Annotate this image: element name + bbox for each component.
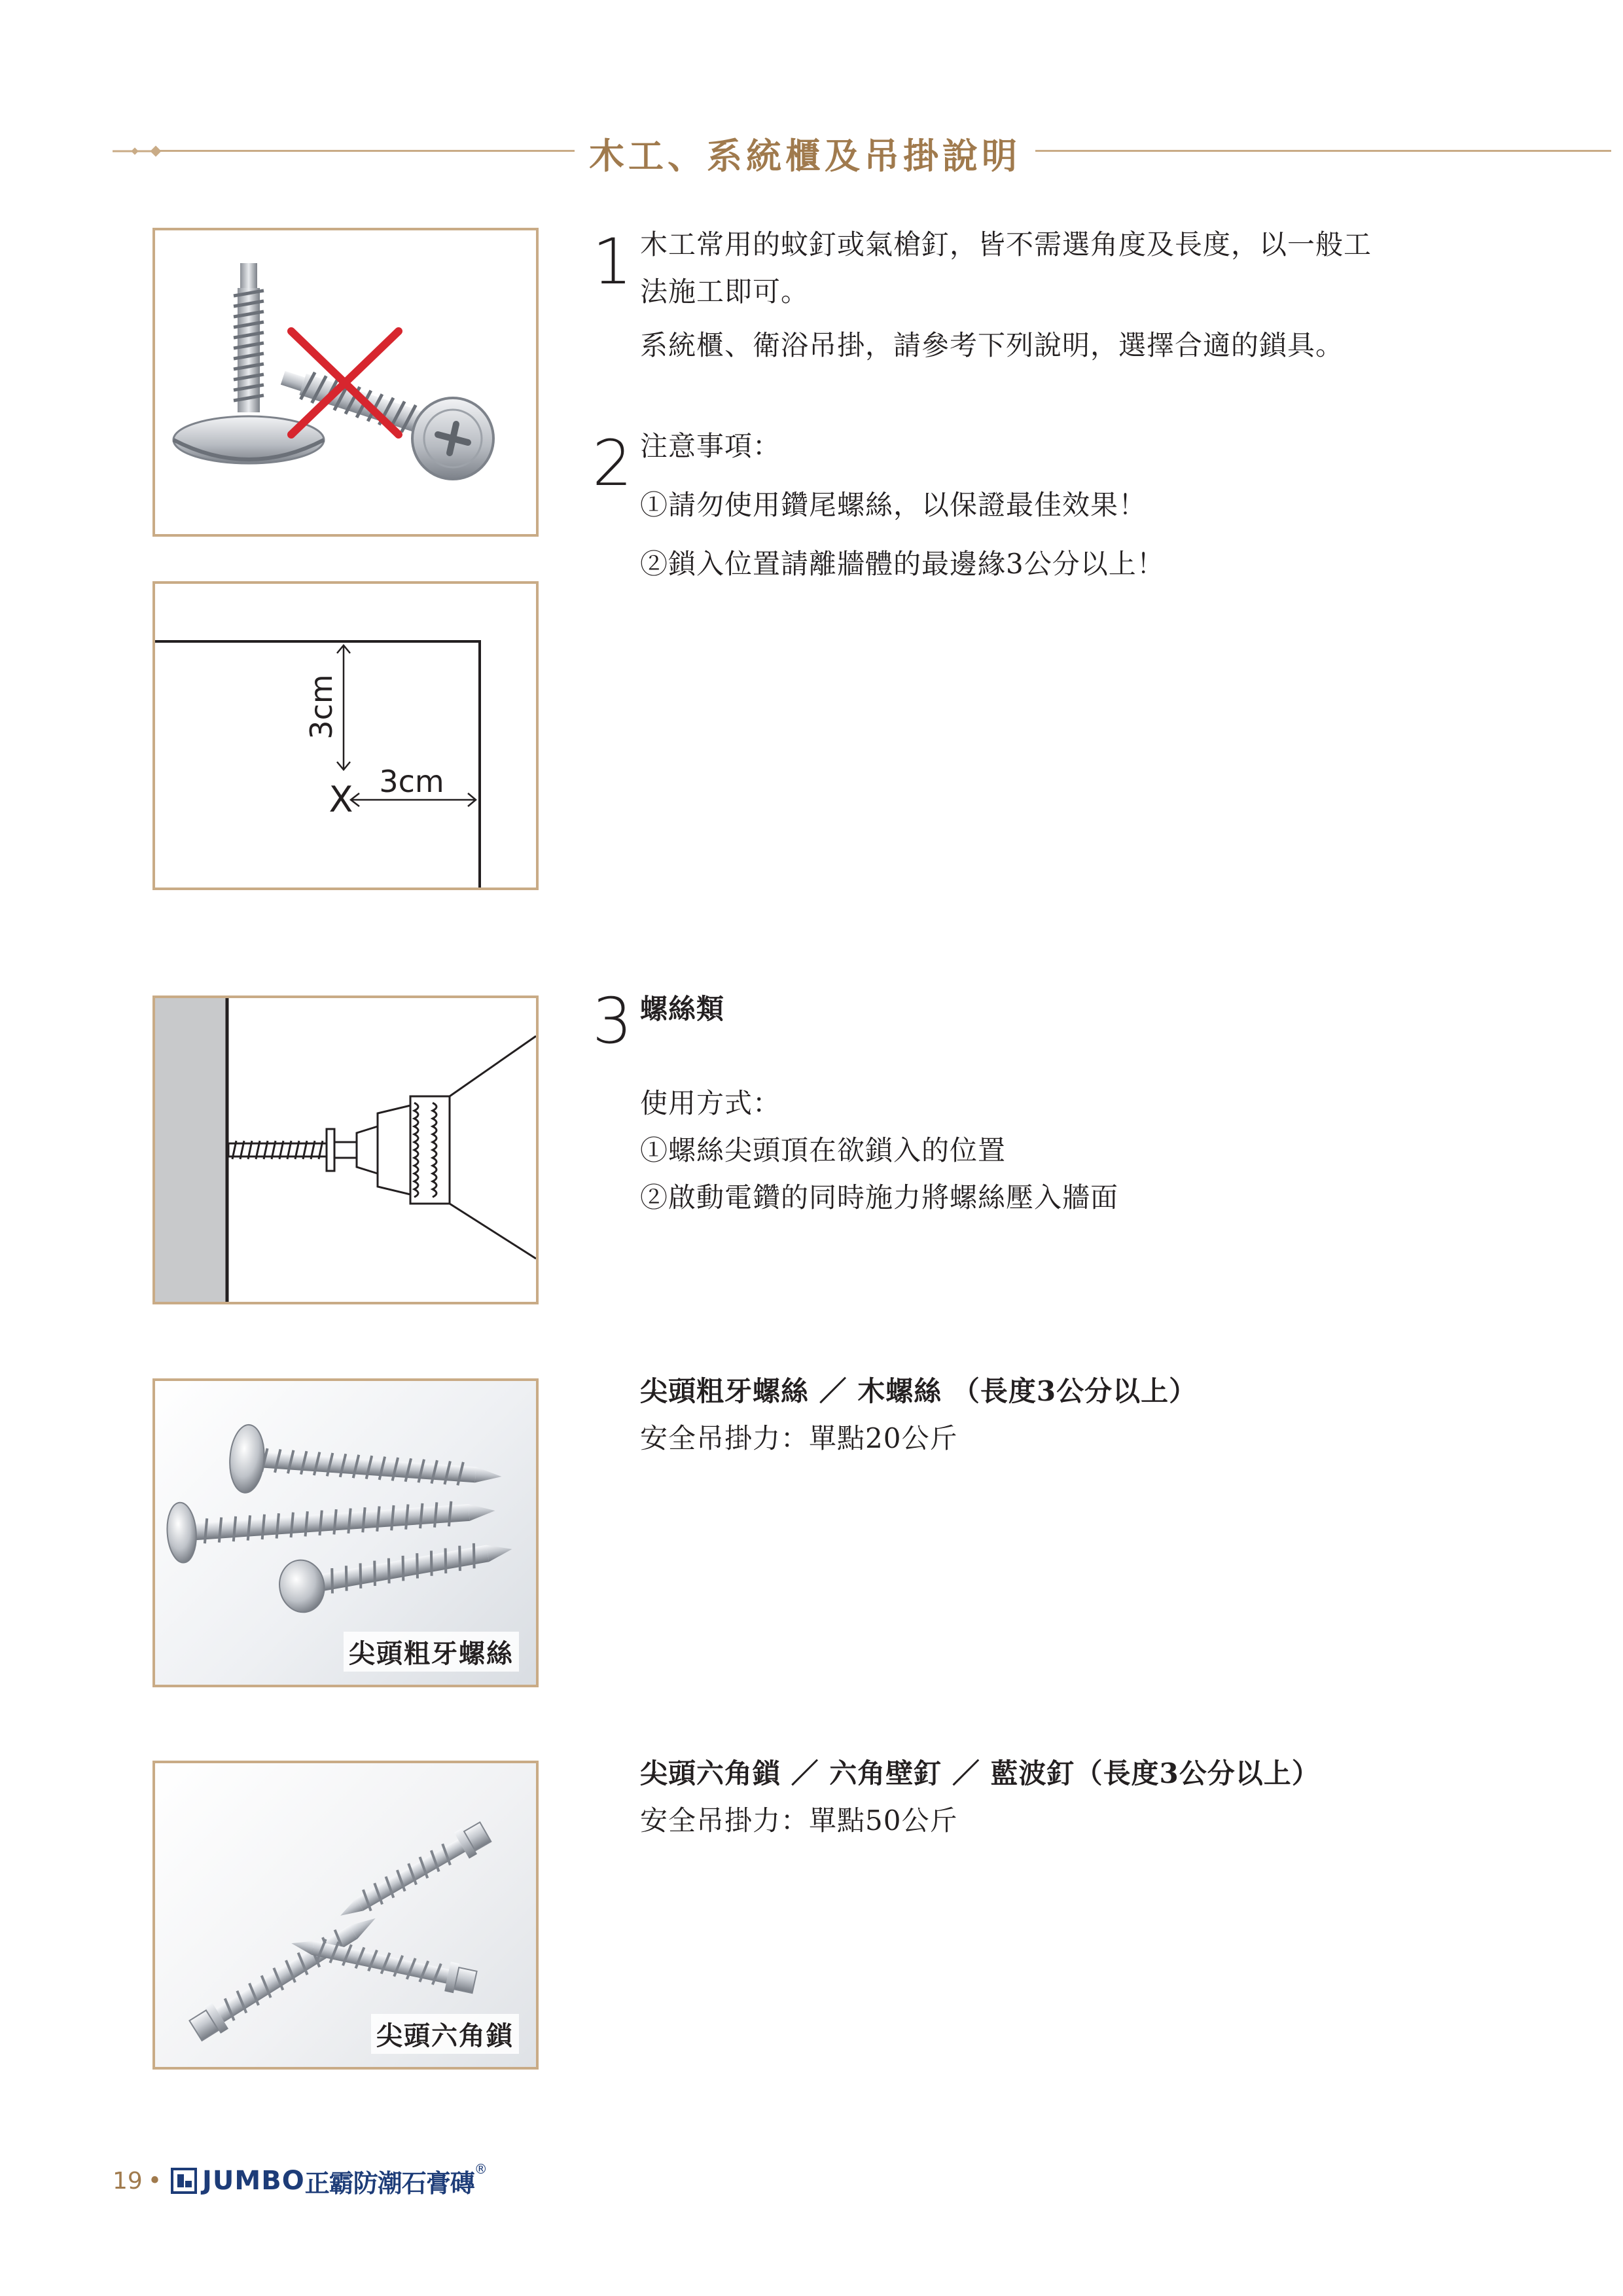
corner-diagram	[155, 584, 536, 888]
drill-screw-into-wall-illustration	[155, 998, 536, 1302]
step-number: 2	[592, 427, 633, 500]
body-text: 木工常用的蚊釘或氣槍釘，皆不需選角度及長度，以一般工	[640, 228, 1372, 260]
step-number: 3	[592, 984, 633, 1058]
product-title: 尖頭六角鎖 ／ 六角壁釘 ／ 藍波釘（長度3公分以上）	[640, 1757, 1320, 1789]
brand-logo-icon	[171, 2168, 197, 2194]
body-text: ①螺絲尖頭頂在欲鎖入的位置	[640, 1134, 1007, 1166]
photo-caption: 尖頭粗牙螺絲	[344, 1632, 519, 1672]
drill-wall-diagram	[152, 996, 539, 1304]
brand-name: JUMBO	[202, 2166, 305, 2196]
drill-screw-photo	[152, 228, 539, 537]
hex-screw-photo	[152, 1761, 539, 2070]
x-mark: X	[329, 779, 353, 820]
header-rule-left	[156, 150, 575, 152]
hanging-capacity: 安全吊掛力：單點50公斤	[640, 1804, 958, 1837]
drill-screw-illustration	[155, 230, 536, 534]
body-text: ②鎖入位置請離牆體的最邊緣3公分以上！	[640, 548, 1165, 580]
section-2-text	[640, 423, 1491, 588]
header-rule-right	[1035, 150, 1611, 152]
product-title: 尖頭粗牙螺絲 ／ 木螺絲 （長度3公分以上）	[640, 1375, 1198, 1407]
body-text: ①請勿使用鑽尾螺絲，以保證最佳效果！	[640, 489, 1147, 521]
body-text: 系統櫃、衛浴吊掛，請參考下列說明，選擇合適的鎖具。	[640, 329, 1344, 361]
horizontal-distance-label: 3cm	[379, 764, 444, 799]
usage-instructions	[640, 1080, 1491, 1221]
section-1-text	[640, 221, 1491, 369]
edge-distance-diagram	[152, 581, 539, 890]
product-1-info	[640, 1368, 1491, 1462]
body-text: ②啟動電鑽的同時施力將螺絲壓入牆面	[640, 1181, 1119, 1213]
brand-name-chinese: 正霸防潮石膏磚	[304, 2168, 474, 2198]
hanging-capacity: 安全吊掛力：單點20公斤	[640, 1422, 958, 1454]
body-text: 注意事項：	[640, 430, 781, 462]
section-title: 螺絲類	[640, 993, 725, 1025]
product-2-info	[640, 1750, 1491, 1844]
page-number: 19	[113, 2167, 143, 2195]
body-text: 法施工即可。	[640, 276, 810, 308]
body-text: 使用方式：	[640, 1087, 781, 1119]
section-3-heading	[640, 986, 1491, 1033]
step-number: 1	[592, 225, 633, 298]
diamond-ornament-icon	[113, 141, 171, 161]
coarse-thread-screw-photo	[152, 1378, 539, 1687]
page-title: 木工、系統櫃及吊掛說明	[589, 135, 1021, 177]
registered-mark: ®	[474, 2161, 488, 2177]
photo-caption: 尖頭六角鎖	[371, 2014, 519, 2054]
footer	[113, 2161, 488, 2198]
vertical-distance-label: 3cm	[304, 674, 339, 740]
footer-dot: •	[147, 2167, 162, 2195]
